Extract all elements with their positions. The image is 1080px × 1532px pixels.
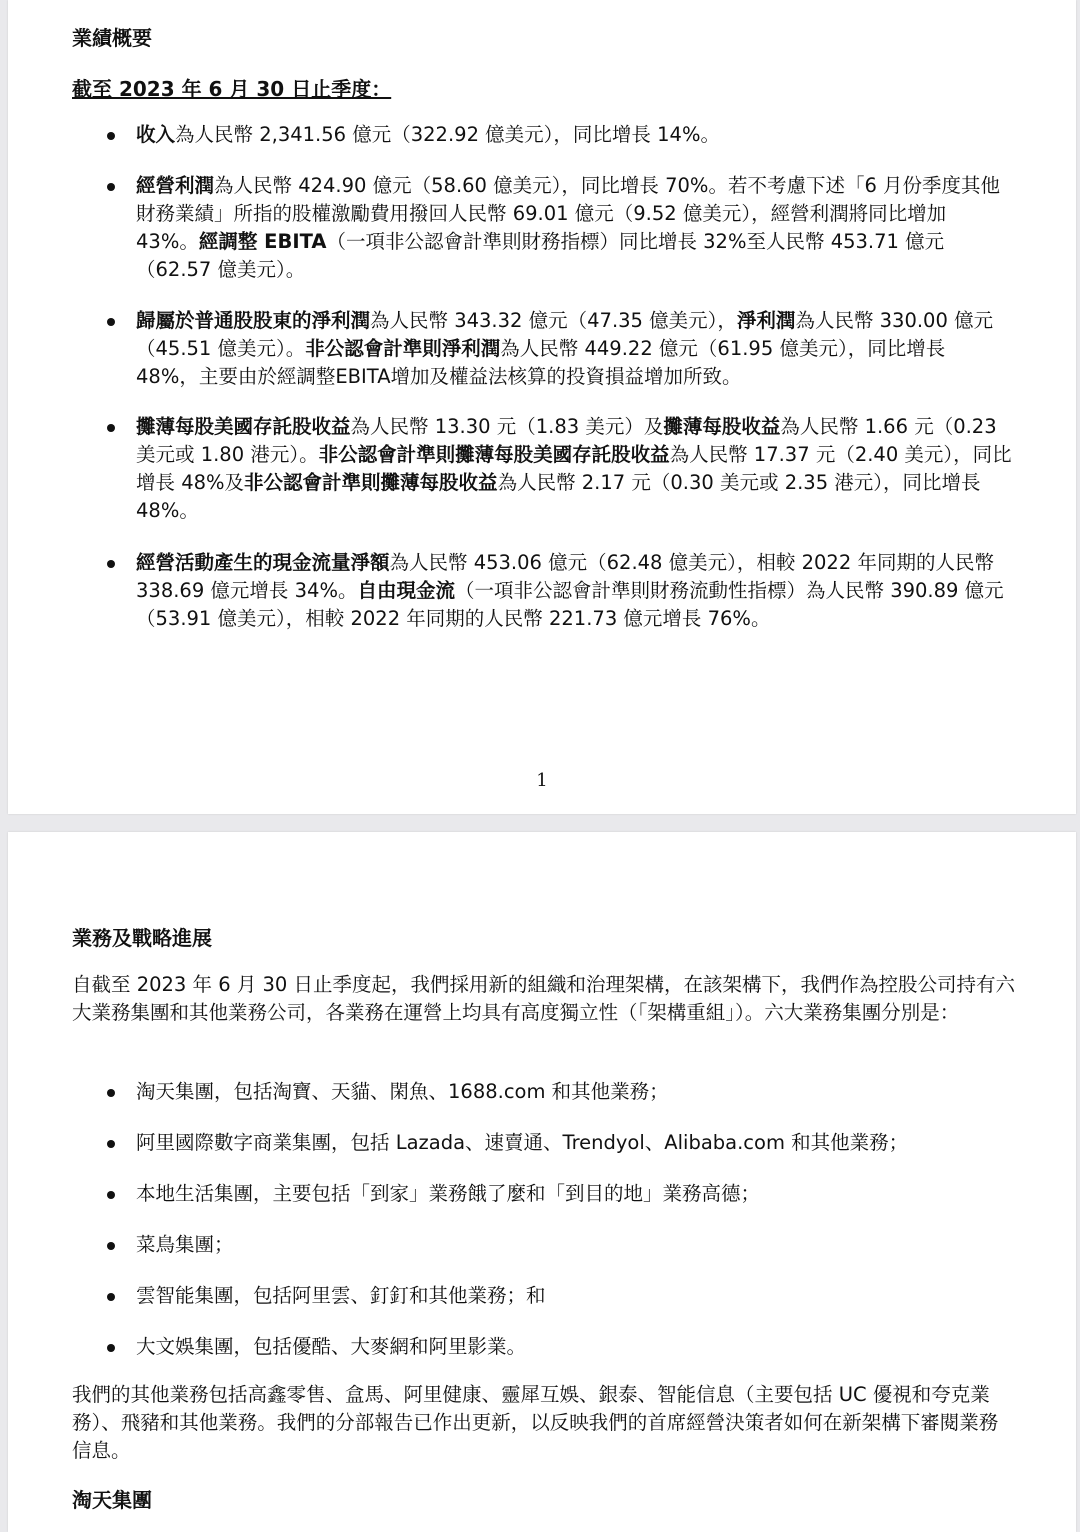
bullet-text: 為人民幣 330.00 億元（45.51 億美元）。 [136, 309, 994, 360]
group-text: 本地生活集團，主要包括「到家」業務餓了麼和「到目的地」業務高德； [136, 1182, 761, 1205]
group-text: 淘天集團，包括淘寶、天貓、閑魚、1688.com 和其他業務； [136, 1080, 669, 1103]
bullet-text: （一項非公認會計準則財務流動性指標）為人民幣 390.89 億元（53.91 億美元），相較 2022 年同期的人民幣 221.73 億元增長 76%。 [136, 579, 1004, 630]
list-item [72, 1129, 1012, 1157]
bullet-dot [107, 1293, 115, 1301]
bullet-text: 為人民幣 2,341.56 億元（322.92 億美元），同比增長 14%。 [175, 123, 720, 146]
bullet-text: 為人民幣 2.17 元（0.30 美元或 2.35 港元），同比增長 48%。 [136, 471, 981, 522]
bullet-text: 為人民幣 1.66 元（0.23 美元或 1.80 港元）。 [136, 415, 997, 466]
group-text: 菜鳥集團； [136, 1233, 234, 1256]
bullet-term: 攤薄每股美國存託股收益 [136, 415, 351, 438]
bullet-term: 非公認會計準則攤薄每股美國存託股收益 [318, 443, 670, 466]
bullet-dot [107, 1191, 115, 1199]
document-page-2 [8, 832, 1076, 1532]
group-text: 雲智能集團，包括阿里雲、釘釘和其他業務；和 [136, 1284, 546, 1307]
bullet-term: 經營利潤 [136, 174, 215, 197]
bullet-term: 收入 [136, 123, 176, 146]
group-text: 阿里國際數字商業集團，包括 Lazada、速賣通、Trendyol、Alibaba.com 和其他業務； [136, 1131, 909, 1154]
bullet-text: （一項非公認會計準則財務指標）同比增長 32%至人民幣 453.71 億元（62.57 億美元）。 [136, 230, 945, 281]
bullet-text: 為人民幣 453.06 億元（62.48 億美元），相較 2022 年同期的人民幣 338.69 億元增長 34%。 [136, 551, 994, 602]
bullet-term: 經營活動產生的現金流量淨額 [136, 551, 390, 574]
section-title-performance: 業績概要 [72, 26, 152, 50]
document-page-1 [8, 0, 1076, 814]
bullet-dot [107, 1140, 115, 1148]
bullet-cash-flow [72, 549, 1012, 633]
page-number: 1 [536, 770, 548, 791]
period-heading: 截至 2023 年 6 月 30 日止季度： [72, 77, 392, 101]
bullet-dot [107, 183, 115, 191]
bullet-revenue [72, 121, 1012, 149]
group-text: 大文娛集團，包括優酷、大麥網和阿里影業。 [136, 1335, 527, 1358]
next-section-heading: 淘天集團 [72, 1488, 152, 1512]
intro-paragraph: 自截至 2023 年 6 月 30 日止季度起，我們採用新的組織和治理架構，在該架構下，我們作為控股公司持有六大業務集團和其他業務公司，各業務在運營上均具有高度獨立性（「架構重組」）。六大業務集團分別是： [72, 973, 1016, 1024]
bullet-dot [107, 1089, 115, 1097]
bullet-term: 非公認會計準則攤薄每股收益 [244, 471, 498, 494]
closing-paragraph: 我們的其他業務包括高鑫零售、盒馬、阿里健康、靈犀互娛、銀泰、智能信息（主要包括 UC 優視和夸克業務）、飛豬和其他業務。我們的分部報告已作出更新，以反映我們的首席經營決策者如何在新架構下審閱業務信息。 [72, 1383, 999, 1462]
bullet-dot [107, 318, 115, 326]
bullet-text: 為人民幣 449.22 億元（61.95 億美元），同比增長 48%，主要由於經調整EBITA增加及權益法核算的投資損益增加所致。 [136, 337, 946, 388]
list-item [72, 1078, 1012, 1106]
section-title-strategy: 業務及戰略進展 [72, 926, 212, 950]
bullet-term: 非公認會計準則淨利潤 [305, 337, 501, 360]
bullet-dot [107, 424, 115, 432]
bullet-term: 歸屬於普通股股東的淨利潤 [136, 309, 371, 332]
bullet-dot [107, 1344, 115, 1352]
bullet-text: 為人民幣 424.90 億元（58.60 億美元），同比增長 70%。若不考慮下述「6 月份季度其他財務業績」所指的股權激勵費用撥回人民幣 69.01 億元（9.52 億美元），經營利潤將同比增加 43%。 [136, 174, 1001, 253]
list-item [72, 1231, 1012, 1259]
bullet-text: 為人民幣 13.30 元（1.83 美元）及 [350, 415, 664, 438]
list-item [72, 1333, 1012, 1361]
bullet-term: 經調整 EBITA [198, 230, 327, 253]
bullet-text: 為人民幣 343.32 億元（47.35 億美元）， [370, 309, 737, 332]
list-item [72, 1180, 1012, 1208]
bullet-term: 自由現金流 [357, 579, 455, 602]
bullet-term: 淨利潤 [736, 309, 796, 332]
bullet-operating-income [72, 172, 1012, 284]
list-item [72, 1282, 1012, 1310]
bullet-term: 攤薄每股收益 [663, 415, 781, 438]
bullet-dot [107, 560, 115, 568]
bullet-net-income [72, 307, 1012, 391]
bullet-dot [107, 132, 115, 140]
bullet-text: 為人民幣 17.37 元（2.40 美元），同比增長 48%及 [136, 443, 1012, 494]
bullet-eps [72, 413, 1012, 525]
bullet-dot [107, 1242, 115, 1250]
